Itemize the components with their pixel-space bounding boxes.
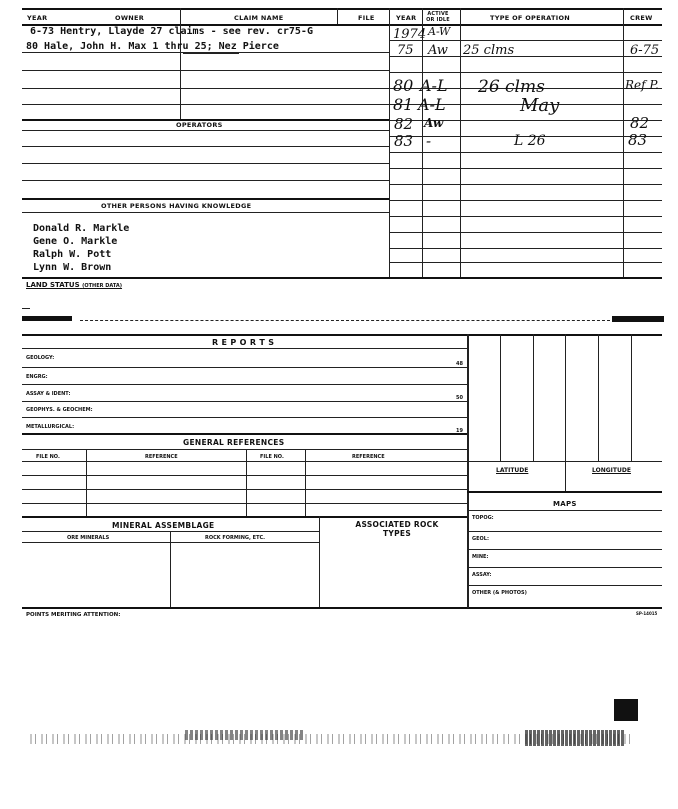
hw-r1-year: 1974	[393, 27, 427, 42]
col-file-header: FILE	[358, 14, 375, 22]
ref-col-file2: FILE NO.	[260, 454, 284, 460]
scan-blot-right	[612, 316, 664, 322]
col-claim-name-header: CLAIM NAME	[234, 14, 284, 22]
hw-r3-type: 26 clms	[478, 77, 545, 97]
hw-r6-act: -	[426, 132, 432, 150]
hw-r2-year: 75	[397, 43, 414, 58]
hw-r2-type: 25 clms	[463, 43, 515, 58]
report-geology: GEOLOGY:	[26, 355, 55, 361]
scan-blot-left	[22, 316, 72, 321]
report-geophys: GEOPHYS. & GEOCHEM:	[26, 407, 93, 413]
maps-title: MAPS	[553, 500, 577, 508]
knowledge-label: OTHER PERSONS HAVING KNOWLEDGE	[101, 202, 252, 210]
col-crew-header: CREW	[630, 14, 653, 22]
land-status-main: LAND STATUS	[26, 281, 80, 289]
hw-r3-act: A-L	[420, 76, 448, 95]
latitude-label: LATITUDE	[496, 467, 529, 474]
hw-r3-crew: Ref P.	[625, 78, 659, 92]
general-refs-title: GENERAL REFERENCES	[183, 438, 285, 447]
col-year2-header: YEAR	[396, 14, 417, 22]
hw-r6-type: L 26	[514, 133, 546, 149]
points-meriting-attention: POINTS MERITING ATTENTION:	[26, 612, 121, 618]
rock-forming: ROCK FORMING, ETC.	[205, 535, 266, 541]
hw-r5-act: Aw	[424, 116, 444, 130]
ref-col-ref2: REFERENCE	[352, 454, 385, 460]
hw-r5-crew: 82	[630, 114, 650, 132]
report-assay: ASSAY & IDENT:	[26, 391, 71, 397]
hw-r4-type: May	[520, 95, 560, 116]
report-geology-num: 48	[456, 361, 463, 367]
col-active-header: ACTIVE OR IDLE	[426, 11, 450, 23]
mineral-title: MINERAL ASSEMBLAGE	[112, 521, 215, 530]
land-status-sub: (OTHER DATA)	[82, 283, 123, 289]
ref-col-ref1: REFERENCE	[145, 454, 178, 460]
scan-noise-right	[525, 730, 625, 746]
knowledge-person-1: Donald R. Markle	[33, 223, 130, 234]
map-other: OTHER (& PHOTOS)	[472, 590, 527, 596]
hw-r3-year: 80	[393, 76, 414, 95]
map-assay: ASSAY:	[472, 572, 492, 578]
report-metallurgical-num: 19	[456, 428, 463, 434]
operators-label: OPERATORS	[176, 121, 223, 129]
hw-r4-act: A-L	[418, 95, 446, 114]
assoc-rock-types: ASSOCIATED ROCK TYPES	[355, 520, 439, 538]
land-status-label	[26, 281, 122, 289]
hw-r5-year: 82	[394, 115, 414, 133]
hw-r6-year: 83	[394, 132, 414, 150]
col-year-header: YEAR	[27, 14, 48, 22]
reports-title: R E P O R T S	[212, 338, 275, 347]
map-mine: MINE:	[472, 554, 489, 560]
form-number: SP-14015	[636, 611, 658, 616]
longitude-label: LONGITUDE	[592, 467, 631, 474]
hw-r6-crew: 83	[628, 131, 648, 149]
owner-row-2: 80 Hale, John H. Max 1 thru 25; Nez Pierce	[26, 41, 279, 52]
report-metallurgical: METALLURGICAL:	[26, 424, 75, 430]
knowledge-person-2: Gene O. Markle	[33, 236, 118, 247]
ore-minerals: ORE MINERALS	[67, 535, 110, 541]
hw-r4-year: 81	[393, 95, 414, 114]
knowledge-person-3: Ralph W. Pott	[33, 249, 112, 260]
report-engrg: ENGRG:	[26, 374, 48, 380]
owner-row-1: 6-73 Hentry, Llayde 27 claims - see rev. cr75-G	[30, 26, 313, 37]
report-assay-num: 50	[456, 395, 463, 401]
ref-col-file1: FILE NO.	[36, 454, 60, 460]
hw-r1-act: A-W	[428, 25, 451, 38]
col-type-header: TYPE OF OPERATION	[490, 14, 571, 22]
scan-black-block	[614, 699, 638, 721]
hw-r2-act: Aw	[428, 43, 448, 58]
scan-noise-dark	[185, 730, 305, 740]
knowledge-person-4: Lynn W. Brown	[33, 262, 112, 273]
map-geol: GEOL:	[472, 536, 489, 542]
hw-r2-crew: 6-75	[630, 43, 660, 58]
map-topog: TOPOG:	[472, 515, 494, 521]
col-owner-header: OWNER	[115, 14, 145, 22]
